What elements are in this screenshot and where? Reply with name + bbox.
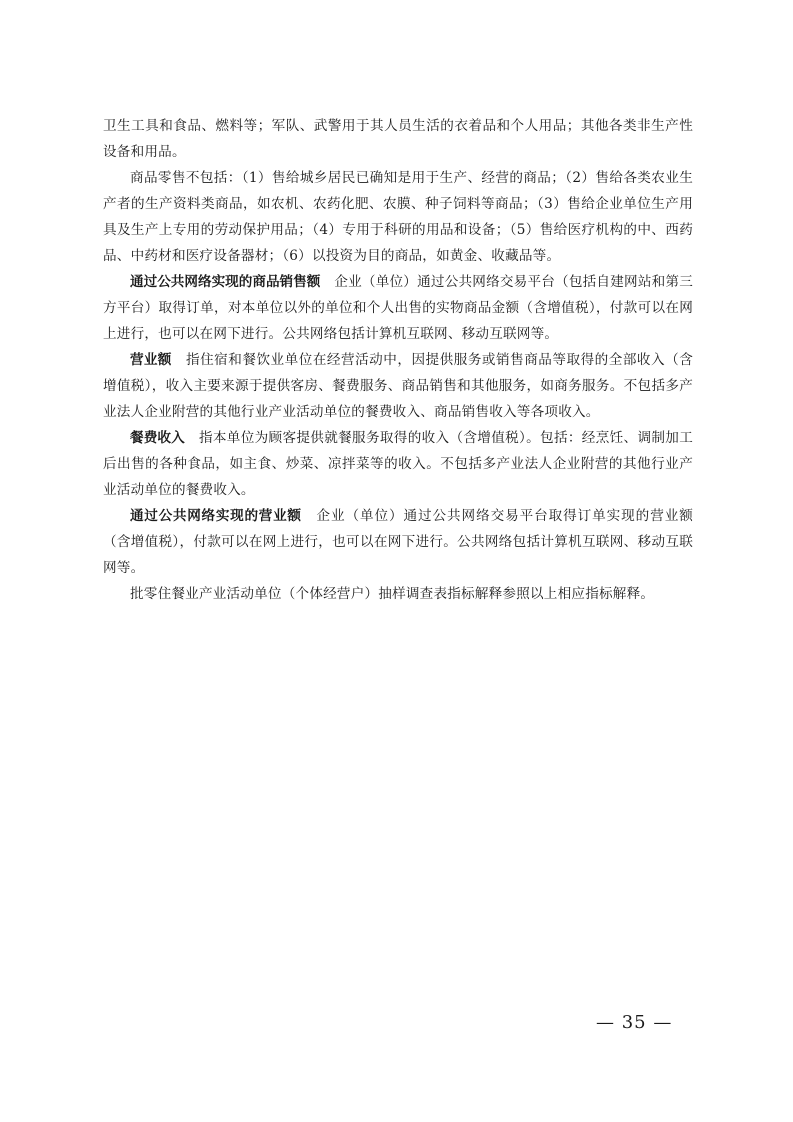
paragraph-continuation	[103, 113, 693, 165]
term-heading: 餐费收入	[130, 430, 185, 446]
paragraph-online-turnover	[103, 503, 693, 581]
page-number: — 35 —	[596, 1012, 673, 1033]
paragraph-text: 商品零售不包括：（1）售给城乡居民已确知是用于生产、经营的商品；（2）售给各类农业生产者的生产资料类商品，如农机、农药化肥、农膜、种子饲料等商品；（3）售给企业单位生产用具及生产上专用的劳动保护用品；（4）专用于科研的用品和设备；（5）售给医疗机构的中、西药品、中药材和医疗设备器材；（6）以投资为目的商品，如黄金、收藏品等。	[103, 170, 693, 264]
paragraph-text: 指本单位为顾客提供就餐服务取得的收入（含增值税）。包括：经烹饪、调制加工后出售的各种食品，如主食、炒菜、凉拌菜等的收入。不包括多产业法人企业附营的其他行业产业活动单位的餐费收入。	[103, 430, 693, 498]
paragraph-text: 卫生工具和食品、燃料等；军队、武警用于其人员生活的衣着品和个人用品；其他各类非生产性设备和用品。	[103, 118, 693, 160]
paragraph-turnover	[103, 347, 693, 425]
paragraph-text: 企业（单位）通过公共网络交易平台（包括自建网站和第三方平台）取得订单，对本单位以外的单位和个人出售的实物商品金额（含增值税），付款可以在网上进行，也可以在网下进行。公共网络包括计算机互联网、移动互联网等。	[103, 274, 693, 342]
term-heading: 通过公共网络实现的营业额	[130, 508, 302, 524]
paragraph-online-sales	[103, 269, 693, 347]
paragraph-text: 批零住餐业产业活动单位（个体经营户）抽样调查表指标解释参照以上相应指标解释。	[130, 586, 655, 602]
paragraph-text: 指住宿和餐饮业单位在经营活动中，因提供服务或销售商品等取得的全部收入（含增值税），收入主要来源于提供客房、餐费服务、商品销售和其他服务，如商务服务。不包括多产业法人企业附营的其他行业产业活动单位的餐费收入、商品销售收入等各项收入。	[103, 352, 694, 420]
paragraph-sampling-note	[103, 581, 693, 607]
term-heading: 营业额	[130, 352, 172, 368]
body-text	[103, 113, 693, 607]
paragraph-text: 企业（单位）通过公共网络交易平台取得订单实现的营业额（含增值税），付款可以在网上进行，也可以在网下进行。公共网络包括计算机互联网、移动互联网等。	[103, 508, 694, 576]
paragraph-retail-exclusions	[103, 165, 693, 269]
paragraph-catering-income	[103, 425, 693, 503]
term-heading: 通过公共网络实现的商品销售额	[130, 274, 321, 290]
